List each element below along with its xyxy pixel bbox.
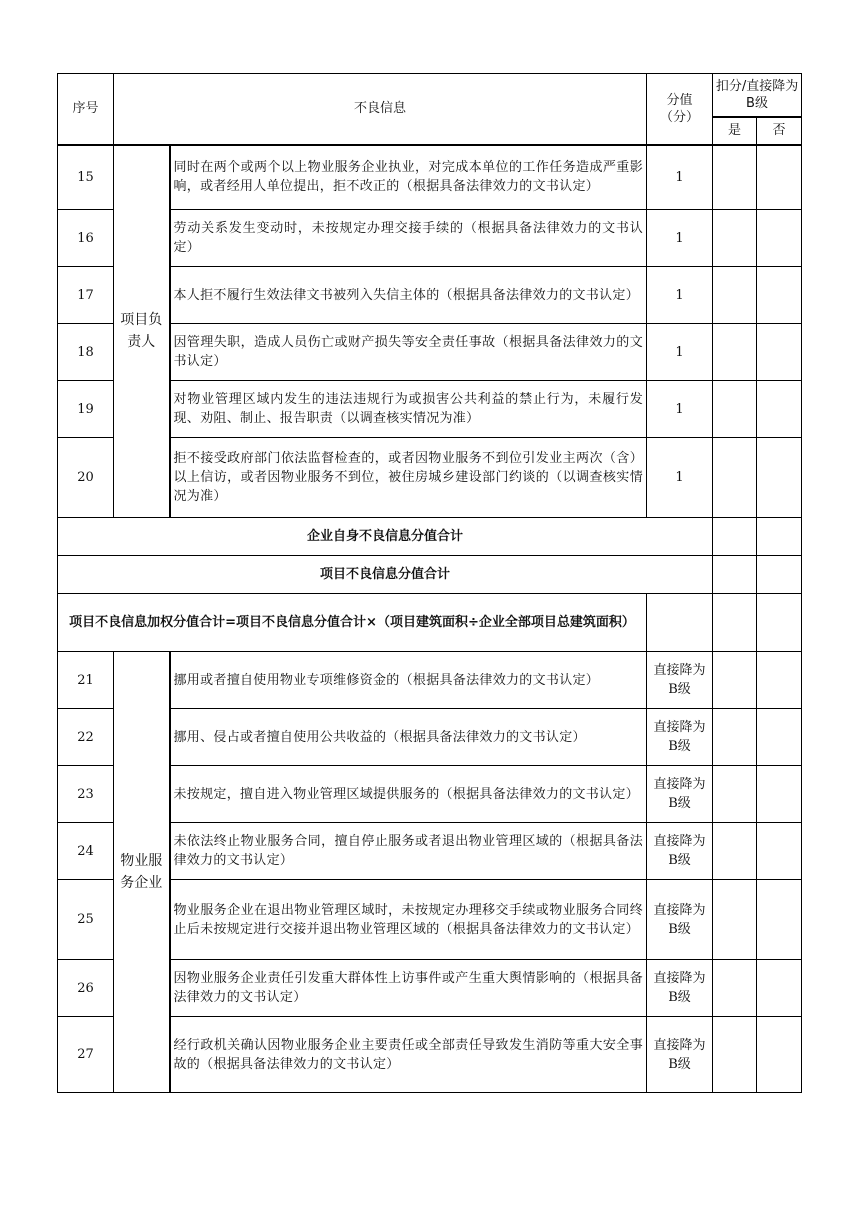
row-text: 挪用或者擅自使用物业专项维修资金的（根据具备法律效力的文书认定） [170,652,647,709]
row-number: 16 [58,210,114,267]
yes-cell [713,594,757,652]
table-row [58,381,802,438]
row-number: 17 [58,267,114,324]
row-score: 1 [647,145,713,210]
row-text: 经行政机关确认因物业服务企业主要责任或全部责任导致发生消防等重大安全事故的（根据具备法律效力的文书认定） [170,1017,647,1093]
no-cell [757,594,802,652]
no-cell [757,210,802,267]
table-row [58,324,802,381]
row-text: 对物业管理区域内发生的违法违规行为或损害公共利益的禁止行为，未履行发现、劝阻、制止、报告职责（以调查核实情况为准） [170,381,647,438]
no-cell [757,438,802,518]
row-number: 21 [58,652,114,709]
no-cell [757,709,802,766]
row-score: 1 [647,381,713,438]
no-cell [757,267,802,324]
row-number: 20 [58,438,114,518]
yes-cell [713,960,757,1017]
yes-cell [713,324,757,381]
yes-cell [713,880,757,960]
row-number: 22 [58,709,114,766]
row-score: 直接降为B级 [647,823,713,880]
row-text: 本人拒不履行生效法律文书被列入失信主体的（根据具备法律效力的文书认定） [170,267,647,324]
row-text: 劳动关系发生变动时，未按规定办理交接手续的（根据具备法律效力的文书认定） [170,210,647,267]
row-score: 直接降为B级 [647,880,713,960]
no-cell [757,145,802,210]
table-row [58,766,802,823]
row-score: 直接降为B级 [647,709,713,766]
table-row [58,210,802,267]
table-row [58,145,802,210]
table-row [58,438,802,518]
yes-cell [713,210,757,267]
row-score: 直接降为B级 [647,652,713,709]
row-text: 拒不接受政府部门依法监督检查的，或者因物业服务不到位引发业主两次（含）以上信访，或者因物业服务不到位，被住房城乡建设部门约谈的（以调查核实情况为准） [170,438,647,518]
table-row [58,267,802,324]
header-seq: 序号 [58,74,114,145]
row-number: 18 [58,324,114,381]
row-text: 因物业服务企业责任引发重大群体性上访事件或产生重大舆情影响的（根据具备法律效力的文书认定） [170,960,647,1017]
row-text: 因管理失职，造成人员伤亡或财产损失等安全责任事故（根据具备法律效力的文书认定） [170,324,647,381]
category-project-manager: 项目负责人 [114,145,170,518]
no-cell [757,518,802,556]
header-deduct: 扣分/直接降为B级 [713,74,802,117]
header-yes: 是 [713,117,757,145]
row-number: 25 [58,880,114,960]
row-text: 未按规定，擅自进入物业管理区域提供服务的（根据具备法律效力的文书认定） [170,766,647,823]
yes-cell [713,438,757,518]
no-cell [757,556,802,594]
summary-row [58,518,802,556]
yes-cell [713,652,757,709]
row-score: 1 [647,438,713,518]
row-number: 19 [58,381,114,438]
no-cell [757,960,802,1017]
no-cell [757,324,802,381]
weighted-total-label: 项目不良信息加权分值合计=项目不良信息分值合计×（项目建筑面积÷企业全部项目总建筑面积） [58,594,647,652]
table-row [58,960,802,1017]
summary-row [58,556,802,594]
row-number: 15 [58,145,114,210]
row-score: 直接降为B级 [647,960,713,1017]
table-row [58,709,802,766]
table-row [58,1017,802,1093]
row-score: 1 [647,267,713,324]
row-number: 24 [58,823,114,880]
row-number: 26 [58,960,114,1017]
score-cell [647,594,713,652]
row-number: 23 [58,766,114,823]
no-cell [757,823,802,880]
yes-cell [713,381,757,438]
enterprise-total-label: 企业自身不良信息分值合计 [58,518,713,556]
no-cell [757,766,802,823]
yes-cell [713,709,757,766]
header-no: 否 [757,117,802,145]
row-text: 物业服务企业在退出物业管理区域时，未按规定办理移交手续或物业服务合同终止后未按规定进行交接并退出物业管理区域的（根据具备法律效力的文书认定） [170,880,647,960]
row-score: 直接降为B级 [647,766,713,823]
credit-table [57,73,802,1093]
no-cell [757,652,802,709]
row-text: 同时在两个或两个以上物业服务企业执业，对完成本单位的工作任务造成严重影响，或者经用人单位提出，拒不改正的（根据具备法律效力的文书认定） [170,145,647,210]
no-cell [757,880,802,960]
yes-cell [713,1017,757,1093]
table-row [58,823,802,880]
category-property-enterprise: 物业服务企业 [114,652,170,1093]
yes-cell [713,556,757,594]
row-score: 1 [647,210,713,267]
row-text: 未依法终止物业服务合同，擅自停止服务或者退出物业管理区域的（根据具备法律效力的文书认定） [170,823,647,880]
no-cell [757,381,802,438]
yes-cell [713,766,757,823]
header-info: 不良信息 [114,74,647,145]
row-text: 挪用、侵占或者擅自使用公共收益的（根据具备法律效力的文书认定） [170,709,647,766]
yes-cell [713,518,757,556]
table-row [58,652,802,709]
yes-cell [713,267,757,324]
no-cell [757,1017,802,1093]
table-row [58,880,802,960]
row-score: 直接降为B级 [647,1017,713,1093]
yes-cell [713,145,757,210]
row-number: 27 [58,1017,114,1093]
project-total-label: 项目不良信息分值合计 [58,556,713,594]
header-score: 分值 （分） [647,74,713,145]
row-score: 1 [647,324,713,381]
yes-cell [713,823,757,880]
summary-row [58,594,802,652]
